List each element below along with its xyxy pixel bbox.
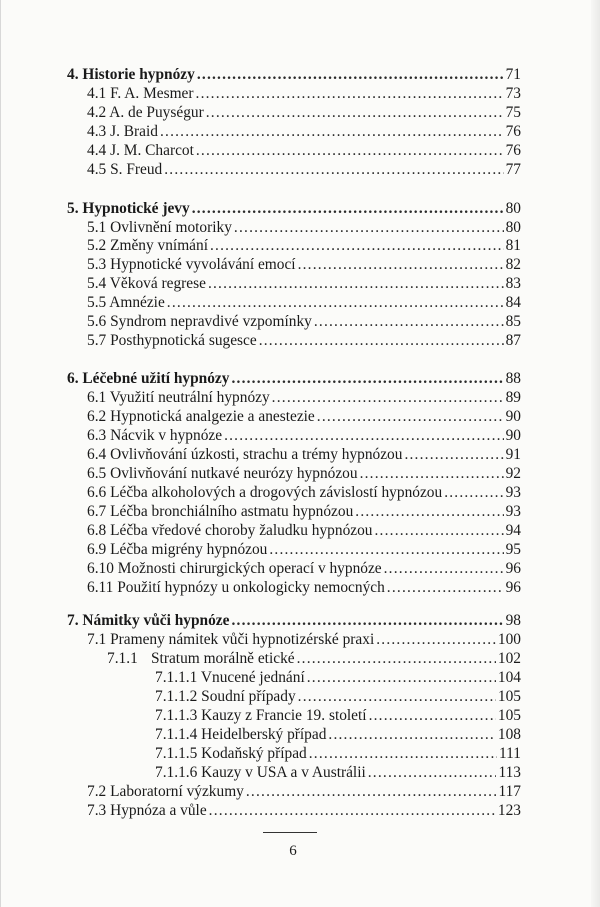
toc-entry-title: 7.1.1.6 Kauzy v USA a v Austrálii xyxy=(155,764,366,781)
toc-entry-title: 5.2 Změny vnímání xyxy=(87,237,208,254)
toc-entry-title: 5.1 Ovlivnění motoriky xyxy=(87,219,232,236)
toc-entry-title: 6.10 Možnosti chirurgických operací v hypnóze xyxy=(87,560,382,577)
toc-page-number: 87 xyxy=(505,332,521,349)
dot-leader xyxy=(224,427,504,445)
toc-entry-title: 6.1 Využití neutrální hypnózy xyxy=(87,389,270,406)
toc-chapter-6 xyxy=(67,370,521,388)
toc-page-number: 98 xyxy=(505,612,521,629)
toc-page-number: 94 xyxy=(505,522,521,539)
toc-entry-title: 7.1.1.3 Kauzy z Francie 19. století xyxy=(155,707,367,724)
toc-page-number: 93 xyxy=(505,503,521,520)
toc-entry-title: 4.3 J. Braid xyxy=(87,123,158,140)
toc-page-number: 108 xyxy=(497,726,521,743)
toc-page-number: 80 xyxy=(505,200,521,217)
dot-leader xyxy=(355,503,503,521)
footer-rule xyxy=(263,832,317,833)
toc-entry-number: 7.1.1 xyxy=(107,650,138,667)
toc-page-number: 73 xyxy=(505,85,521,102)
toc-entry-title: 4. Historie hypnózy xyxy=(67,66,195,83)
dot-leader xyxy=(196,85,504,103)
dot-leader xyxy=(298,688,496,706)
dot-leader xyxy=(314,313,504,331)
toc-entry-title: 6.6 Léčba alkoholových a drogových závislostí hypnózou xyxy=(87,484,443,501)
dot-leader xyxy=(231,370,503,388)
dot-leader xyxy=(444,484,503,502)
dot-leader xyxy=(376,631,496,649)
toc-entry-title: 5.7 Posthypnotická sugesce xyxy=(87,332,257,349)
dot-leader xyxy=(360,465,504,483)
toc-page-number: 91 xyxy=(505,446,521,463)
dot-leader xyxy=(160,123,504,141)
toc-entry xyxy=(87,237,521,255)
toc-entry-title: 5. Hypnotické jevy xyxy=(67,200,190,217)
toc-page-number: 83 xyxy=(505,275,521,292)
toc-entry xyxy=(87,389,521,407)
toc-entry-title xyxy=(107,650,295,668)
dot-leader xyxy=(210,237,504,255)
toc-page-number: 81 xyxy=(505,237,521,254)
toc-page-number: 100 xyxy=(497,631,521,648)
toc-page-number: 96 xyxy=(505,560,521,577)
dot-leader xyxy=(269,541,503,559)
toc-entry xyxy=(155,707,521,725)
dot-leader xyxy=(368,764,497,782)
toc-page-number: 111 xyxy=(499,745,521,762)
toc-entry xyxy=(87,503,521,521)
toc-page-number: 82 xyxy=(505,256,521,273)
dot-leader xyxy=(298,256,504,274)
toc-entry xyxy=(87,465,521,483)
toc-entry-title: 5.4 Věková regrese xyxy=(87,275,206,292)
toc-entry xyxy=(87,560,521,578)
dot-leader xyxy=(384,560,504,578)
dot-leader xyxy=(307,669,496,687)
dot-leader xyxy=(192,200,504,218)
toc-page-number: 71 xyxy=(505,66,521,83)
toc-entry xyxy=(87,256,521,274)
dot-leader xyxy=(196,142,504,160)
toc-page-number: 80 xyxy=(505,219,521,236)
toc-page-number: 76 xyxy=(505,123,521,140)
dot-leader xyxy=(272,389,504,407)
dot-leader xyxy=(231,612,503,630)
toc-page-number: 90 xyxy=(505,427,521,444)
toc-entry xyxy=(87,541,521,559)
toc-entry xyxy=(155,764,521,782)
toc-entry-title: 7.1.1.2 Soudní případy xyxy=(155,688,296,705)
toc-entry xyxy=(87,631,521,649)
toc-entry-title: 7.3 Hypnóza a vůle xyxy=(87,802,207,819)
toc-entry xyxy=(87,85,521,103)
toc-chapter-5 xyxy=(67,200,521,218)
page-number: 6 xyxy=(289,843,297,859)
toc-page-number: 89 xyxy=(505,389,521,406)
toc-entry xyxy=(155,726,521,744)
dot-leader xyxy=(297,650,496,668)
toc-entry-title: 6.8 Léčba vředové choroby žaludku hypnózou xyxy=(87,522,373,539)
toc-entry xyxy=(87,579,521,597)
toc-entry-title: 5.5 Amnézie xyxy=(87,294,165,311)
toc-page-number: 105 xyxy=(497,707,521,724)
toc-page-number: 117 xyxy=(498,783,521,800)
toc-entry-title: 7.1 Prameny námitek vůči hypnotizérské praxi xyxy=(87,631,375,648)
scan-edge xyxy=(591,0,600,907)
toc-entry xyxy=(87,522,521,540)
toc-entry xyxy=(87,783,521,801)
toc-page-number: 105 xyxy=(497,688,521,705)
toc-page-number: 104 xyxy=(497,669,521,686)
toc-entry xyxy=(87,484,521,502)
toc-entry-title: 6.4 Ovlivňování úzkosti, strachu a trémy hypnózou xyxy=(87,446,403,463)
toc-entry xyxy=(155,688,521,706)
toc-entry-title: 6. Léčebné užití hypnózy xyxy=(67,370,230,387)
toc-entry-title: 4.4 J. M. Charcot xyxy=(87,142,194,159)
toc-entry xyxy=(87,123,521,141)
dot-leader xyxy=(404,446,503,464)
toc-chapter-4 xyxy=(67,66,521,84)
toc-entry-text: Stratum morálně etické xyxy=(151,650,295,667)
toc-entry xyxy=(87,275,521,293)
toc-entry xyxy=(87,313,521,331)
toc-entry xyxy=(87,332,521,350)
toc-page-number: 102 xyxy=(497,650,521,667)
toc-page-number: 88 xyxy=(505,370,521,387)
toc-entry-title: 6.9 Léčba migrény hypnózou xyxy=(87,541,268,558)
toc-page-number: 113 xyxy=(498,764,521,781)
toc-entry xyxy=(87,408,521,426)
toc-page-number: 93 xyxy=(505,484,521,501)
toc-entry-title: 5.6 Syndrom nepravdivé vzpomínky xyxy=(87,313,312,330)
toc-entry xyxy=(155,745,521,763)
toc-entry-title: 7.1.1.4 Heidelberský případ xyxy=(155,726,327,743)
toc-entry xyxy=(87,104,521,122)
toc-entry-title: 6.3 Nácvik v hypnóze xyxy=(87,427,223,444)
toc-page-number: 92 xyxy=(505,465,521,482)
dot-leader xyxy=(164,161,503,179)
toc-page-number: 90 xyxy=(505,408,521,425)
toc-entry-title: 7. Námitky vůči hypnóze xyxy=(67,612,230,629)
toc-page-number: 84 xyxy=(505,294,521,311)
toc-entry xyxy=(155,669,521,687)
toc-entry-title: 4.1 F. A. Mesmer xyxy=(87,85,194,102)
toc-page-number: 85 xyxy=(505,313,521,330)
toc-entry xyxy=(87,427,521,445)
toc-entry xyxy=(87,802,521,820)
dot-leader xyxy=(328,726,496,744)
dot-leader xyxy=(197,66,504,84)
toc-entry-title: 6.7 Léčba bronchiálního astmatu hypnózou xyxy=(87,503,354,520)
dot-leader xyxy=(167,294,504,312)
toc-entry xyxy=(87,161,521,179)
dot-leader xyxy=(259,332,504,350)
dot-leader xyxy=(234,219,504,237)
dot-leader xyxy=(208,275,504,293)
toc-entry xyxy=(87,219,521,237)
dot-leader xyxy=(387,579,504,597)
toc-entry-title: 6.2 Hypnotická analgezie a anestezie xyxy=(87,408,315,425)
toc-entry-title: 4.5 S. Freud xyxy=(87,161,163,178)
toc-entry-title: 5.3 Hypnotické vyvolávání emocí xyxy=(87,256,296,273)
toc-page-number: 123 xyxy=(497,802,521,819)
dot-leader xyxy=(206,104,504,122)
toc-entry xyxy=(87,294,521,312)
toc-page-number: 76 xyxy=(505,142,521,159)
toc-page-number: 96 xyxy=(505,579,521,596)
toc-page-number: 75 xyxy=(505,104,521,121)
toc-chapter-7 xyxy=(67,612,521,630)
toc-page-number: 95 xyxy=(505,541,521,558)
toc-entry-title: 7.1.1.1 Vnucené jednání xyxy=(155,669,305,686)
toc-entry-title: 7.2 Laboratorní výzkumy xyxy=(87,783,244,800)
toc-entry-title: 6.11 Použití hypnózy u onkologicky nemocných xyxy=(87,579,385,596)
toc-page-number: 77 xyxy=(505,161,521,178)
dot-leader xyxy=(317,408,504,426)
toc-entry-title: 4.2 A. de Puységur xyxy=(87,104,204,121)
dot-leader xyxy=(246,783,497,801)
dot-leader xyxy=(209,802,496,820)
toc-entry-title: 6.5 Ovlivňování nutkavé neurózy hypnózou xyxy=(87,465,358,482)
toc-entry-title: 7.1.1.5 Kodaňský případ xyxy=(155,745,307,762)
toc-entry xyxy=(107,650,521,668)
dot-leader xyxy=(369,707,496,725)
toc-entry xyxy=(87,142,521,160)
dot-leader xyxy=(309,745,497,763)
dot-leader xyxy=(375,522,504,540)
toc-entry xyxy=(87,446,521,464)
